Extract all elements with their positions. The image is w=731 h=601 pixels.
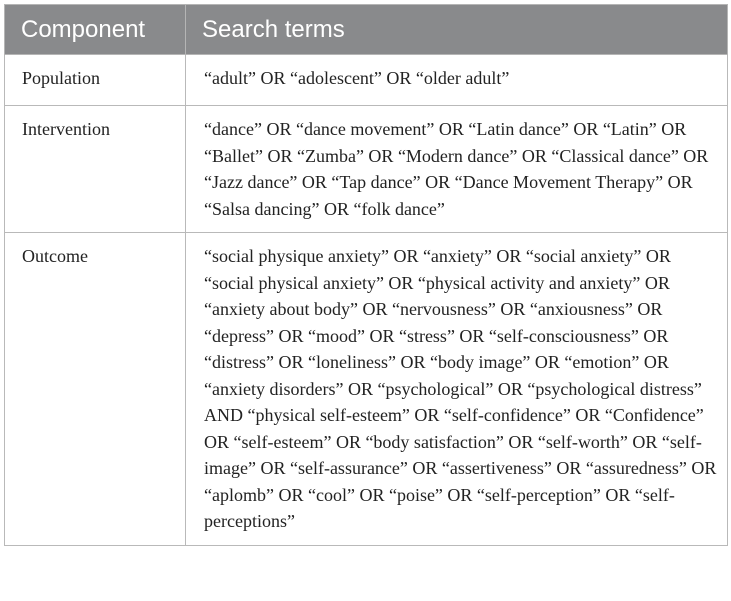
header-component: Component [5,5,186,55]
cell-search-terms: “adult” OR “adolescent” OR “older adult” [186,55,728,106]
cell-search-terms: “social physique anxiety” OR “anxiety” OR “social anxiety” OR “social physical anxiety” OR “physical activity and anxiety” OR “anxiety about body” OR “nervousness” OR “anxiousness” OR “depress” OR “mood” OR “stress” OR “self-consciousness” OR “distress” OR “loneliness” OR “body image” OR “emotion” OR “anxiety disorders” OR “psychological” OR “psychological distress” AND “physical self-esteem” OR “self-confidence” OR “Confidence” OR “self-esteem” OR “body satisfaction” OR “self-worth” OR “self-image” OR “self-assurance” OR “assertiveness” OR “assuredness” OR “aplomb” OR “cool” OR “poise” OR “self-perception” OR “self-perceptions” [186,233,728,546]
cell-component: Intervention [5,106,186,233]
table-row-intervention [5,106,728,233]
cell-search-terms: “dance” OR “dance movement” OR “Latin dance” OR “Latin” OR “Ballet” OR “Zumba” OR “Modern dance” OR “Classical dance” OR “Jazz dance” OR “Tap dance” OR “Dance Movement Therapy” OR “Salsa dancing” OR “folk dance” [186,106,728,233]
header-row [5,5,728,55]
search-terms-table [4,4,728,546]
table-body [5,55,728,546]
cell-component: Population [5,55,186,106]
cell-component: Outcome [5,233,186,546]
table-header [5,5,728,55]
table-row-population [5,55,728,106]
header-search-terms: Search terms [186,5,728,55]
table-row-outcome [5,233,728,546]
